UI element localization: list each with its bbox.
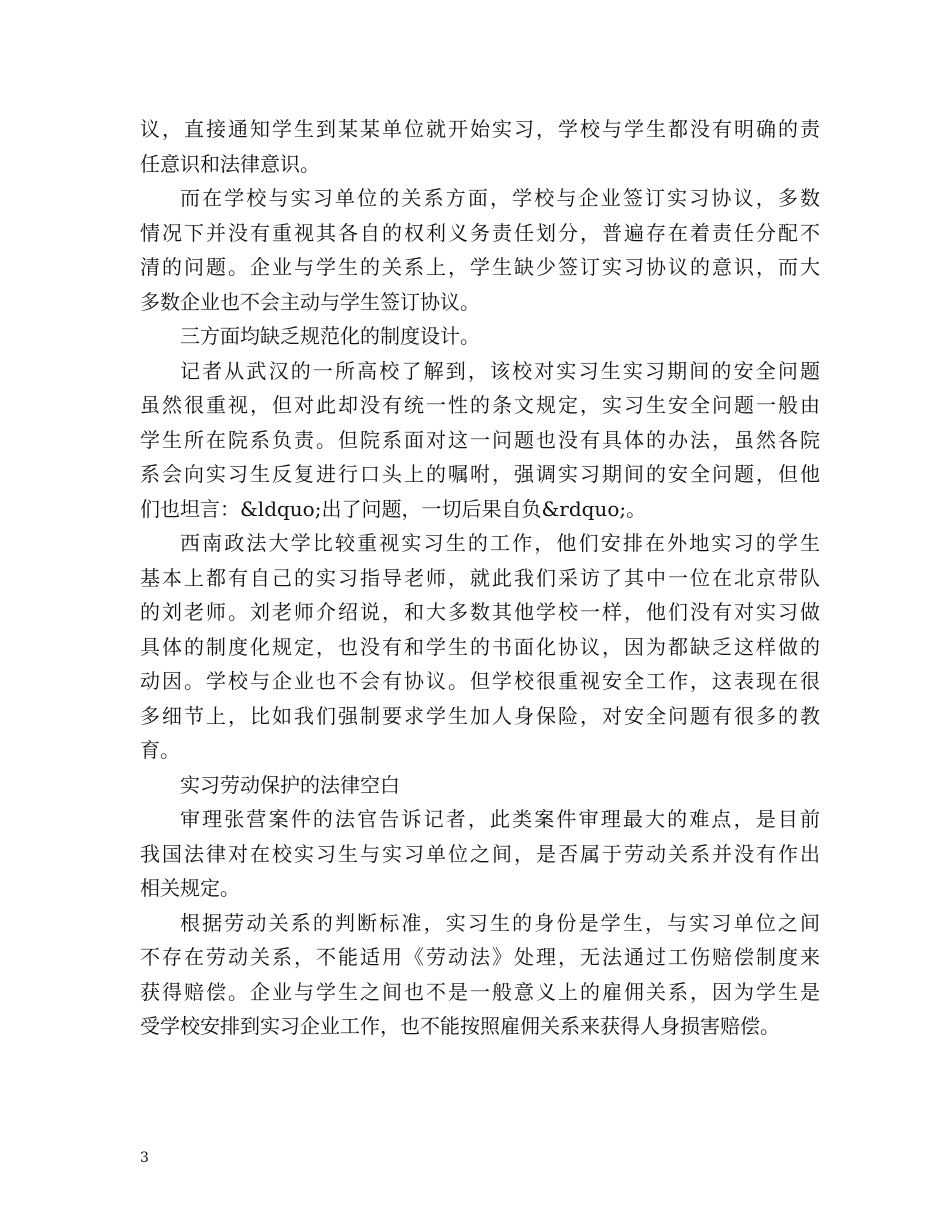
text-line: 系会向实习生反复进行口头上的嘱咐，强调实习期间的安全问题，但他: [140, 462, 820, 486]
text-line: 清的问题。企业与学生的关系上，学生缺少签订实习协议的意识，而大: [140, 255, 820, 279]
text-line: 西南政法大学比较重视实习生的工作，他们安排在外地实习的学生: [180, 531, 820, 555]
text-line: 学生所在院系负责。但院系面对这一问题也没有具体的办法，虽然各院: [140, 427, 820, 452]
text-line: 根据劳动关系的判断标准，实习生的身份是学生，与实习单位之间: [180, 910, 820, 935]
text-line: 情况下并没有重视其各自的权利义务责任划分，普遍存在着责任分配不: [140, 220, 820, 245]
text-line: 不存在劳动关系，不能适用《劳动法》处理，无法通过工伤赔偿制度来: [140, 945, 820, 969]
text-line: 多细节上，比如我们强制要求学生加人身保险，对安全问题有很多的教: [140, 703, 820, 728]
text-line: 基本上都有自己的实习指导老师，就此我们采访了其中一位在北京带队: [140, 565, 820, 590]
text-line: 审理张营案件的法官告诉记者，此类案件审理最大的难点，是目前: [180, 807, 820, 831]
body-text: [140, 112, 820, 1044]
text-line: 具体的制度化规定，也没有和学生的书面化协议，因为都缺乏这样做的: [140, 634, 820, 659]
text-line: 相关规定。: [140, 876, 240, 900]
text-line: 而在学校与实习单位的关系方面，学校与企业签订实习协议，多数: [180, 186, 820, 210]
text-line: 我国法律对在校实习生与实习单位之间，是否属于劳动关系并没有作出: [140, 841, 820, 866]
section-heading: 实习劳动保护的法律空白: [180, 772, 400, 797]
text-line: 动因。学校与企业也不会有协议。但学校很重视安全工作，这表现在很: [140, 669, 820, 693]
text-line: 获得赔偿。企业与学生之间也不是一般意义上的雇佣关系，因为学生是: [140, 979, 820, 1004]
text-line: 育。: [140, 738, 180, 762]
text-line: 受学校安排到实习企业工作，也不能按照雇佣关系来获得人身损害赔偿。: [140, 1014, 780, 1038]
text-line: 们也坦言：&ldquo;出了问题，一切后果自负&rdquo;。: [140, 496, 647, 521]
text-line: 三方面均缺乏规范化的制度设计。: [180, 324, 480, 348]
text-line: 议，直接通知学生到某某单位就开始实习，学校与学生都没有明确的责: [140, 117, 820, 141]
text-line: 的刘老师。刘老师介绍说，和大多数其他学校一样，他们没有对实习做: [140, 600, 820, 624]
text-line: 任意识和法律意识。: [140, 151, 320, 176]
text-line: 多数企业也不会主动与学生签订协议。: [140, 289, 480, 314]
text-line: 虽然很重视，但对此却没有统一性的条文规定，实习生安全问题一般由: [140, 393, 820, 417]
page-number: 3: [140, 1150, 149, 1166]
text-line: 记者从武汉的一所高校了解到，该校对实习生实习期间的安全问题: [180, 358, 820, 383]
